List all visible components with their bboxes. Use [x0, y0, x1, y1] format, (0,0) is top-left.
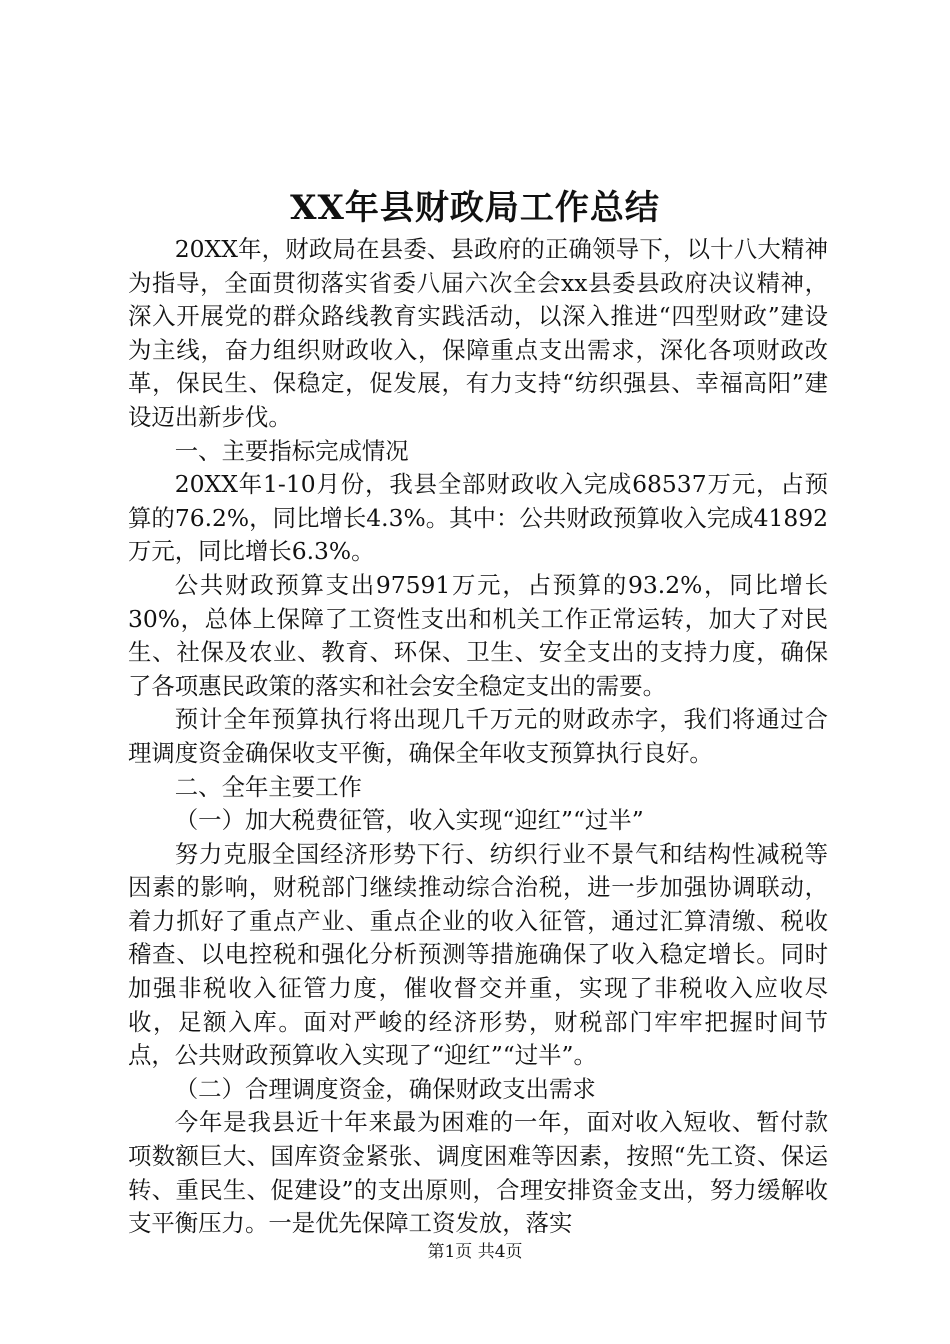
paragraph-expenditure: 公共财政预算支出97591万元，占预算的93.2%，同比增长30%，总体上保障了工资性支出和机关工作正常运转，加大了对民生、社保及农业、教育、环保、卫生、安全支出的支持力度，确保了各项惠民政策的落实和社会安全稳定支出的需要。	[128, 570, 828, 700]
paragraph-forecast: 预计全年预算执行将出现几千万元的财政赤字，我们将通过合理调度资金确保收支平衡，确保全年收支预算执行良好。	[128, 705, 828, 767]
subheading-fund-dispatch: （二）合理调度资金，确保财政支出需求	[174, 1074, 596, 1103]
section-heading-indicators: 一、主要指标完成情况	[174, 436, 409, 465]
paragraph-revenue: 20XX年1-10月份，我县全部财政收入完成68537万元，占预算的76.2%，同比增长4.3%。其中：公共财政预算收入完成41892万元，同比增长6.3%。	[128, 470, 828, 566]
subheading-tax-collection: （一）加大税费征管，收入实现“迎红”“过半”	[174, 806, 644, 835]
section-heading-main-work: 二、全年主要工作	[174, 772, 362, 801]
paragraph-fund-dispatch: 今年是我县近十年来最为困难的一年，面对收入短收、暂付款项数额巨大、国库资金紧张、调度困难等因素，按照“先工资、保运转、重民生、促建设”的支出原则，合理安排资金支出，努力缓解收支平衡压力。一是优先保障工资发放，落实	[128, 1108, 828, 1238]
document-title: XX年县财政局工作总结	[290, 188, 660, 228]
paragraph-tax-collection: 努力克服全国经济形势下行、纺织行业不景气和结构性减税等因素的影响，财税部门继续推动综合治税，进一步加强协调联动，着力抓好了重点产业、重点企业的收入征管，通过汇算清缴、税收稽查、以电控税和强化分析预测等措施确保了收入稳定增长。同时加强非税收入征管力度，催收督交并重，实现了非税收入应收尽收，足额入库。面对严峻的经济形势，财税部门牢牢把握时间节点，公共财政预算收入实现了“迎红”“过半”。	[128, 839, 828, 1070]
document-body	[128, 233, 828, 1241]
page-number-footer: 第1页 共4页	[427, 1242, 523, 1262]
paragraph-intro: 20XX年，财政局在县委、县政府的正确领导下，以十八大精神为指导，全面贯彻落实省委八届六次全会xx县委县政府决议精神，深入开展党的群众路线教育实践活动，以深入推进“四型财政”建设为主线，奋力组织财政收入，保障重点支出需求，深化各项财政改革，保民生、保稳定，促发展，有力支持“纺织强县、幸福高阳”建设迈出新步伐。	[128, 235, 828, 431]
